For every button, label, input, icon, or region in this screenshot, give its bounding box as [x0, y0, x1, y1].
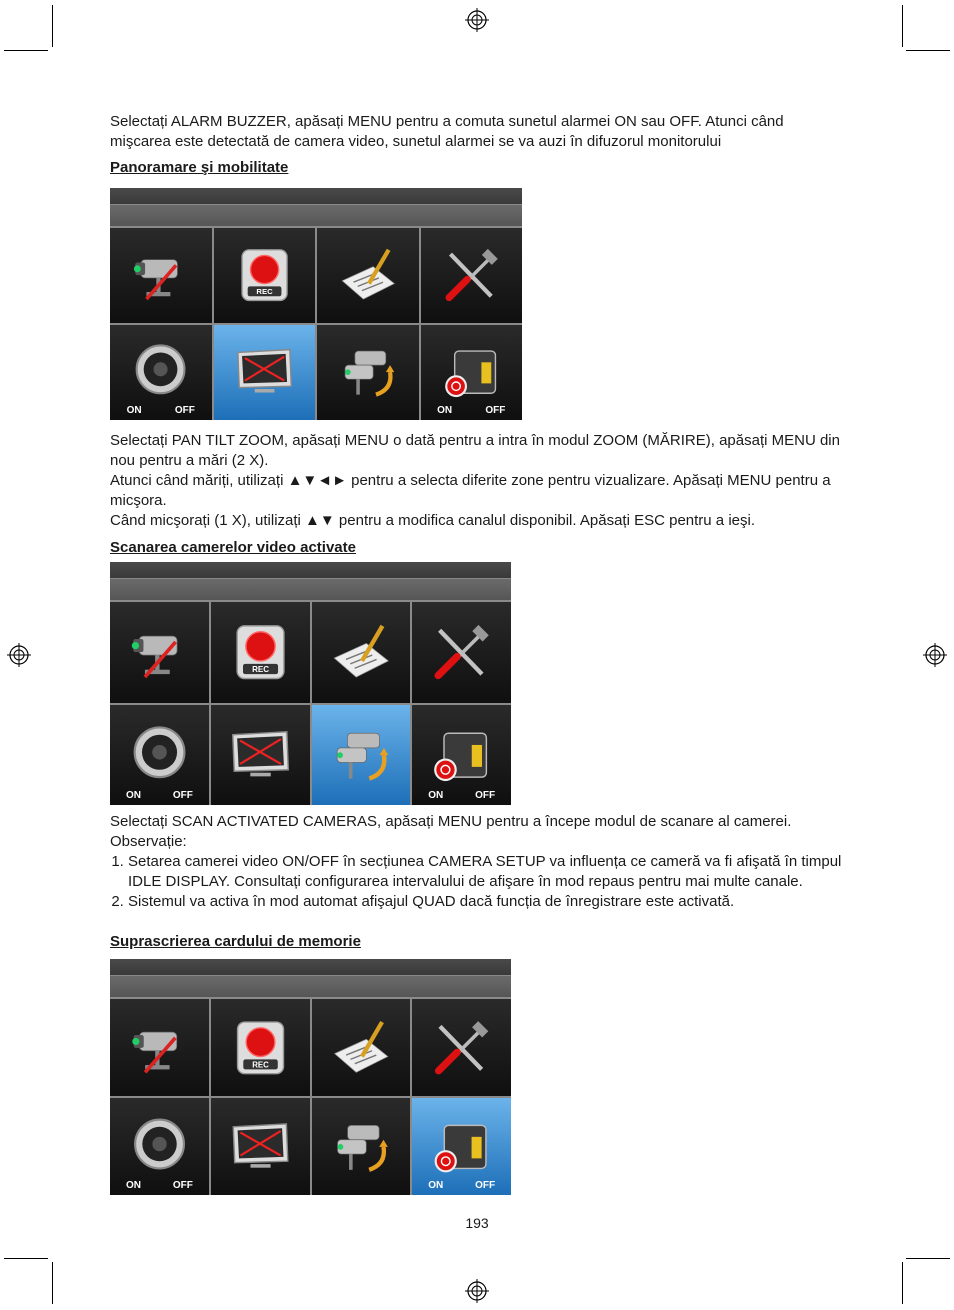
svg-text:REC: REC [251, 1059, 269, 1069]
menu-title-bar [110, 959, 511, 975]
paragraph-text: Observație: [110, 833, 187, 850]
paragraph-text: Când micşorați (1 X), utilizați ▲▼ pentru a modifica canalul disponibil. Apăsați ESC pentru a ieşi. [110, 512, 755, 529]
section-heading: Suprascrierea cardului de memorie [110, 933, 361, 950]
menu-tile-card-overwrite[interactable] [421, 325, 523, 420]
registration-mark-icon [465, 1279, 489, 1303]
page-number: 193 [465, 1215, 489, 1231]
registration-mark-icon [465, 8, 489, 32]
list-item: 1. Setarea camerei video ON/OFF în secțiunea CAMERA SETUP va influența ce cameră va fi afişată în timpul IDLE DISPLAY. Consultați configurarea intervalului de afişare în mod repaus pentru mai multe canale. [128, 852, 850, 892]
menu-title-bar [110, 188, 522, 204]
off-label: OFF [475, 1180, 496, 1191]
menu-tile-alarm-buzzer[interactable] [110, 325, 212, 420]
off-label: OFF [172, 1180, 193, 1191]
off-label: OFF [172, 790, 193, 801]
on-label: ON [125, 790, 141, 801]
menu-tile-pan-tilt-zoom[interactable] [211, 1098, 310, 1195]
menu-tile-record[interactable] [211, 999, 310, 1096]
crop-mark [902, 5, 903, 47]
menu-tile-notes[interactable] [317, 228, 419, 323]
section-heading: Panoramare şi mobilitate [110, 159, 289, 176]
menu-grid [110, 226, 522, 420]
intro-line: mişcarea este detectată de camera video, sunetul alarmei se va auzi în difuzorul monitorului [110, 133, 722, 150]
off-label: OFF [475, 790, 496, 801]
scan-paragraph [110, 812, 850, 912]
menu-tile-tools[interactable] [421, 228, 523, 323]
on-off-labels [412, 790, 511, 801]
menu-tile-camera-setup[interactable] [110, 602, 209, 703]
menu-tile-card-overwrite[interactable] [412, 705, 511, 806]
crop-mark [52, 5, 53, 47]
registration-mark-icon [7, 643, 31, 667]
paragraph-text: Atunci când măriți, utilizați ▲▼◄► pentru a selecta diferite zone pentru vizualizare. Apăsați MENU pentru a micşora. [110, 472, 831, 509]
off-label: OFF [174, 405, 195, 416]
registration-mark-icon [923, 643, 947, 667]
crop-mark [906, 1258, 950, 1259]
menu-grid [110, 600, 511, 805]
on-label: ON [437, 405, 453, 416]
menu-tile-record[interactable] [214, 228, 316, 323]
on-label: ON [126, 405, 142, 416]
section-heading: Scanarea camerelor video activate [110, 539, 356, 556]
menu-tile-alarm-buzzer[interactable] [110, 705, 209, 806]
menu-status-bar [110, 578, 511, 601]
menu-screenshot [110, 188, 522, 420]
on-label: ON [428, 1180, 444, 1191]
svg-text:REC: REC [256, 287, 273, 297]
on-label: ON [125, 1180, 141, 1191]
menu-tile-scan-cameras[interactable] [317, 325, 419, 420]
menu-tile-pan-tilt-zoom[interactable] [211, 705, 310, 806]
crop-mark [902, 1262, 903, 1304]
menu-tile-card-overwrite[interactable] [412, 1098, 511, 1195]
on-off-labels [110, 405, 212, 416]
menu-status-bar [110, 204, 522, 227]
notes-list [110, 852, 850, 912]
menu-tile-alarm-buzzer[interactable] [110, 1098, 209, 1195]
on-off-labels [110, 1180, 209, 1191]
svg-text:REC: REC [251, 664, 269, 674]
menu-tile-scan-cameras[interactable] [312, 1098, 411, 1195]
paragraph-text: Selectați PAN TILT ZOOM, apăsați MENU o dată pentru a intra în modul ZOOM (MĂRIRE), apăsați MENU din nou pentru a mări (2 X). [110, 432, 840, 469]
on-off-labels [412, 1180, 511, 1191]
menu-tile-notes[interactable] [312, 999, 411, 1096]
crop-mark [906, 50, 950, 51]
pan-tilt-paragraph [110, 431, 850, 531]
intro-line: Selectați ALARM BUZZER, apăsați MENU pentru a comuta sunetul alarmei ON sau OFF. Atunci când [110, 113, 784, 130]
menu-tile-notes[interactable] [312, 602, 411, 703]
list-item: 2. Sistemul va activa în mod automat afişajul QUAD dacă funcția de înregistrare este activată. [128, 892, 850, 912]
menu-screenshot [110, 562, 511, 805]
on-off-labels [421, 405, 523, 416]
menu-status-bar [110, 975, 511, 998]
paragraph-text: Selectați SCAN ACTIVATED CAMERAS, apăsați MENU pentru a începe modul de scanare al camerei. [110, 813, 792, 830]
menu-tile-tools[interactable] [412, 602, 511, 703]
menu-tile-tools[interactable] [412, 999, 511, 1096]
menu-screenshot [110, 959, 511, 1195]
menu-grid [110, 997, 511, 1195]
menu-tile-pan-tilt-zoom[interactable] [214, 325, 316, 420]
menu-tile-camera-setup[interactable] [110, 999, 209, 1096]
intro-paragraph [110, 112, 850, 152]
menu-title-bar [110, 562, 511, 578]
menu-tile-camera-setup[interactable] [110, 228, 212, 323]
on-label: ON [428, 790, 444, 801]
crop-mark [4, 50, 48, 51]
crop-mark [4, 1258, 48, 1259]
crop-mark [52, 1262, 53, 1304]
off-label: OFF [485, 405, 506, 416]
menu-tile-record[interactable] [211, 602, 310, 703]
menu-tile-scan-cameras[interactable] [312, 705, 411, 806]
on-off-labels [110, 790, 209, 801]
